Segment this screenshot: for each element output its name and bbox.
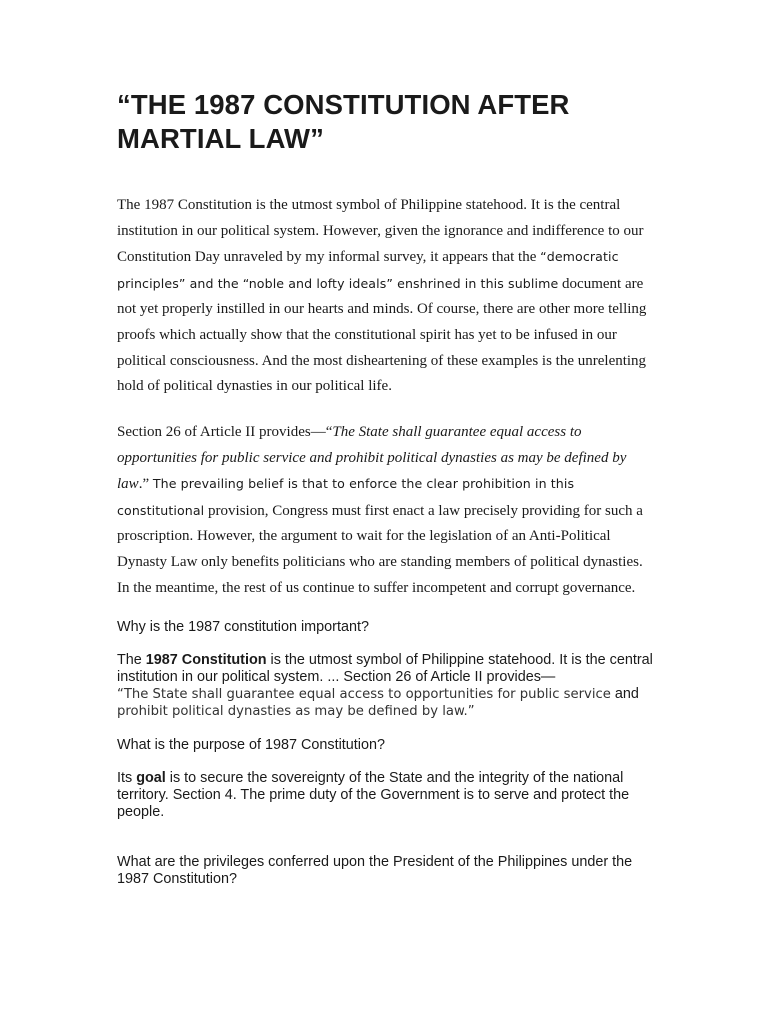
answer-1-quote-a: “The State shall guarantee equal access to opportunities for public service [117, 687, 611, 702]
answer-1-pre: The [117, 652, 146, 668]
question-2: What is the purpose of 1987 Constitution? [117, 737, 385, 753]
paragraph-intro-text-c: document are not yet properly instilled in our hearts and minds. Of course, there are other more telling proofs which actually show that the constitutional spirit has yet to be infused in our political consciousness. And the most disheartening of these examples is the unrelenting hold of political dynasties in our political life. [117, 275, 647, 395]
paragraph-intro [117, 193, 657, 400]
answer-2-post: is to secure the sovereignty of the State and the integrity of the national territory. Section 4. The prime duty of the Government is to serve and protect the people. [117, 770, 630, 820]
paragraph-section-26-rest: provision, Congress must first enact a law precisely providing for such a proscription. However, the argument to wait for the legislation of an Anti-Political Dynasty Law only benefits politicians who are standing members of political dynasties. In the meantime, the rest of us continue to suffer incompetent and corrupt governance. [117, 502, 643, 596]
quote-close: .” [138, 476, 153, 493]
paragraph-section-26 [117, 420, 657, 601]
answer-1-quote-b: prohibit political dynasties as may be defined by law.” [117, 704, 475, 719]
question-3: What are the privileges conferred upon the President of the Philippines under the 1987 Constitution? [117, 854, 633, 887]
document-title: “THE 1987 CONSTITUTION AFTER MARTIAL LAW” [117, 89, 570, 154]
constitutional-quote: The State shall guarantee equal access to opportunities for public service and prohibit political dynasties as may be defined by law [117, 424, 627, 493]
paragraph-intro-text-a: The 1987 Constitution is the utmost symbol of Philippine statehood. It is the central institution in our political system. However, given the ignorance and indifference to our Constitution Day unraveled by my informal survey, it appears that the [117, 197, 644, 266]
answer-1-post: is the utmost symbol of Philippine statehood. It is the central institution in our political system. ... Section 26 of Article II provides— [117, 652, 653, 685]
paragraph-intro-text-b: “democratic principles” and the “noble and lofty ideals” enshrined in this sublime [117, 249, 619, 291]
answer-1-and: and [610, 686, 639, 702]
answer-2-pre: Its [117, 770, 137, 786]
answer-1 [117, 652, 657, 720]
paragraph-section-26-sans: The prevailing belief is that to enforce the clear prohibition in this constitutional [117, 476, 575, 518]
answer-2 [117, 770, 657, 821]
answer-2-bold: goal [136, 770, 166, 786]
paragraph-section-26-lead: Section 26 of Article II provides—“ [117, 424, 333, 440]
question-1: Why is the 1987 constitution important? [117, 619, 369, 635]
answer-1-bold: 1987 Constitution [145, 652, 267, 668]
